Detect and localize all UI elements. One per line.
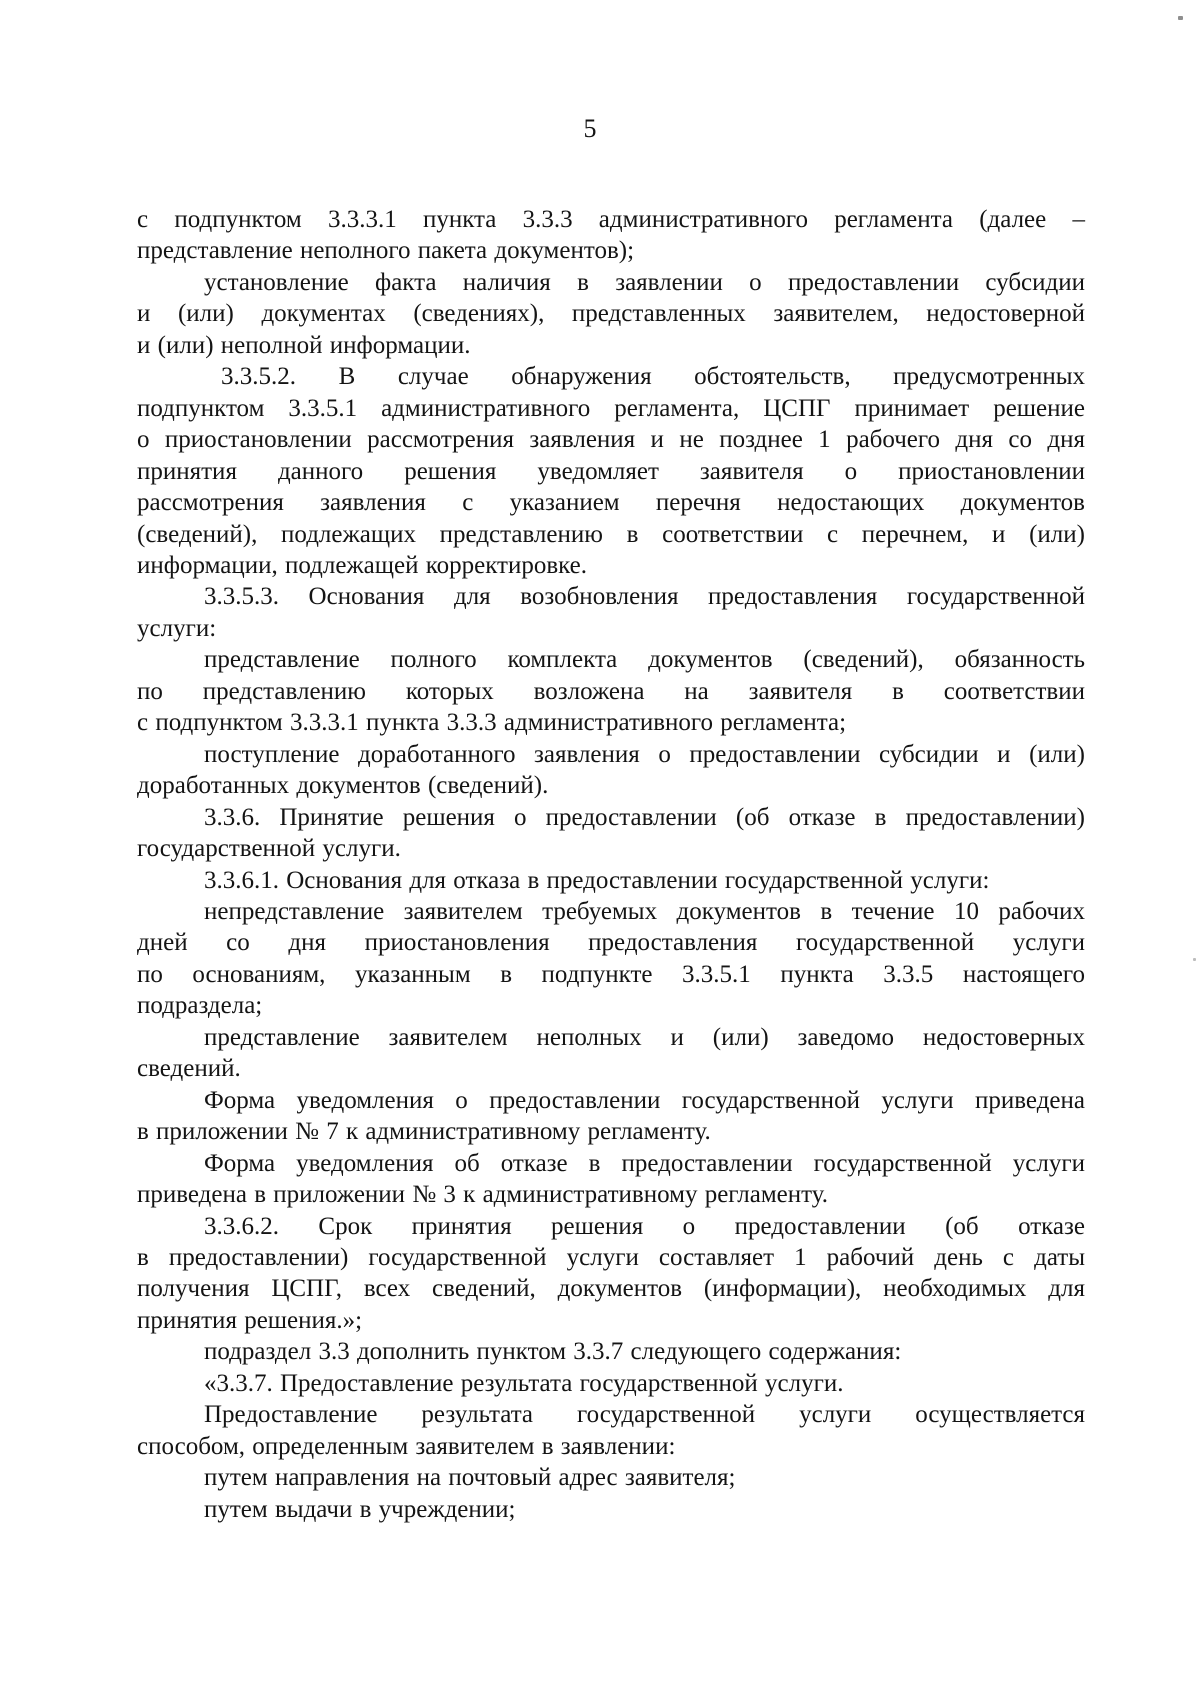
text-line: по представлению которых возложена на заявителя в соответствии: [137, 677, 1085, 705]
text-line: 3.3.6.1. Основания для отказа в предоставлении государственной услуги:: [204, 866, 990, 894]
text-line: принятия решения.»;: [137, 1306, 363, 1334]
text-line: информации, подлежащей корректировке.: [137, 551, 588, 579]
text-line: 3.3.6. Принятие решения о предоставлении (об отказе в предоставлении): [204, 803, 1085, 831]
text-line: доработанных документов (сведений).: [137, 772, 549, 800]
text-line: в приложении № 7 к административному регламенту.: [137, 1118, 711, 1146]
text-line: приведена в приложении № 3 к административному регламенту.: [137, 1181, 828, 1209]
text-line: дней со дня приостановления предоставления государственной услуги: [137, 929, 1085, 957]
scan-artifact-speck: [1178, 16, 1183, 20]
text-line: Предоставление результата государственной услуги осуществляется: [204, 1401, 1085, 1429]
text-line: представление неполного пакета документов);: [137, 237, 635, 265]
text-line: 3.3.5.3. Основания для возобновления предоставления государственной: [204, 583, 1085, 611]
text-line: в предоставлении) государственной услуги составляет 1 рабочий день с даты: [137, 1243, 1085, 1271]
text-line: о приостановлении рассмотрения заявления и не позднее 1 рабочего дня со дня: [137, 426, 1085, 454]
text-line: (сведений), подлежащих представлению в соответствии с перечнем, и (или): [137, 520, 1085, 548]
text-line: представление полного комплекта документов (сведений), обязанность: [204, 646, 1085, 674]
text-line: поступление доработанного заявления о предоставлении субсидии и (или): [204, 740, 1085, 768]
text-line: сведений.: [137, 1055, 241, 1083]
text-line: по основаниям, указанным в подпункте 3.3.5.1 пункта 3.3.5 настоящего: [137, 960, 1085, 988]
text-line: 3.3.5.2. В случае обнаружения обстоятельств, предусмотренных: [221, 363, 1085, 391]
text-line: Форма уведомления об отказе в предоставлении государственной услуги: [204, 1149, 1085, 1177]
page-number: 5: [583, 114, 597, 143]
text-line: Форма уведомления о предоставлении государственной услуги приведена: [204, 1086, 1085, 1114]
text-line: подраздел 3.3 дополнить пунктом 3.3.7 следующего содержания:: [204, 1338, 902, 1366]
text-line: получения ЦСПГ, всех сведений, документов (информации), необходимых для: [137, 1275, 1085, 1303]
text-line: способом, определенным заявителем в заявлении:: [137, 1432, 676, 1460]
text-line: представление заявителем неполных и (или) заведомо недостоверных: [204, 1023, 1085, 1051]
text-line: и (или) документах (сведениях), представленных заявителем, недостоверной: [137, 300, 1085, 328]
text-line: путем выдачи в учреждении;: [204, 1495, 516, 1523]
text-line: путем направления на почтовый адрес заявителя;: [204, 1464, 736, 1492]
text-line: услуги:: [137, 614, 217, 642]
text-line: непредставление заявителем требуемых документов в течение 10 рабочих: [204, 897, 1085, 925]
text-column: [137, 204, 1085, 1525]
text-line: подраздела;: [137, 992, 263, 1020]
text-line: подпунктом 3.3.5.1 административного регламента, ЦСПГ принимает решение: [137, 394, 1085, 422]
scan-artifact-speck: [1193, 958, 1196, 961]
text-line: государственной услуги.: [137, 835, 401, 863]
text-line: 3.3.6.2. Срок принятия решения о предоставлении (об отказе: [204, 1212, 1085, 1240]
text-line: установление факта наличия в заявлении о предоставлении субсидии: [204, 268, 1085, 296]
text-line: с подпунктом 3.3.3.1 пункта 3.3.3 административного регламента (далее –: [137, 206, 1085, 233]
text-line: принятия данного решения уведомляет заявителя о приостановлении: [137, 457, 1085, 485]
text-line: и (или) неполной информации.: [137, 331, 471, 359]
text-line: «3.3.7. Предоставление результата государственной услуги.: [204, 1369, 844, 1397]
text-line: с подпунктом 3.3.3.1 пункта 3.3.3 административного регламента;: [137, 709, 847, 737]
text-line: рассмотрения заявления с указанием перечня недостающих документов: [137, 489, 1085, 517]
